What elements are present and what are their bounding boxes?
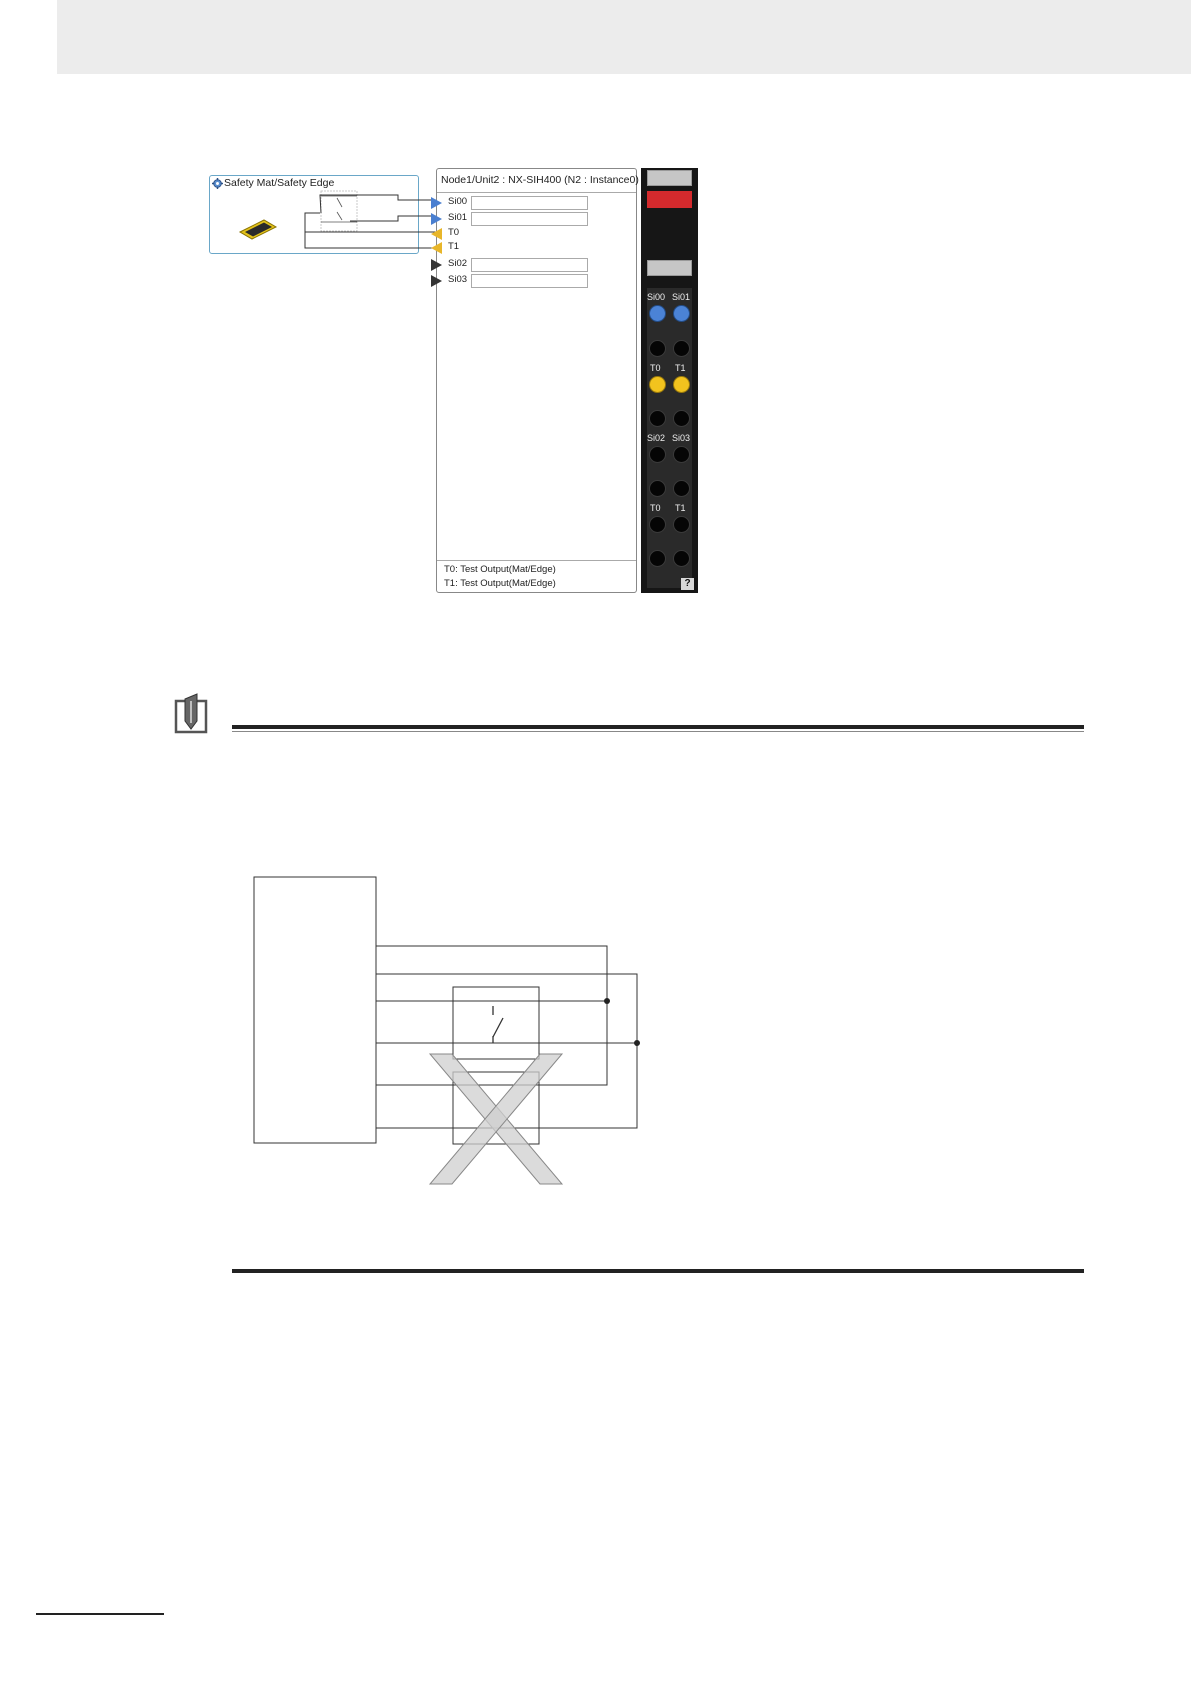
slot-label: T0 [650, 503, 661, 513]
terminal-label: T1 [448, 241, 460, 252]
slot-label: Si03 [672, 433, 691, 443]
slot-label: Si01 [672, 292, 691, 302]
terminal-label: Si01 [448, 212, 468, 223]
terminal-label: Si00 [448, 196, 468, 207]
note-bottom-rule [232, 1269, 1084, 1273]
slot-label: T1 [675, 363, 686, 373]
device-title: Safety Mat/Safety Edge [224, 177, 335, 189]
slot-label: T0 [650, 363, 661, 373]
slot-label: Si02 [647, 433, 666, 443]
footer-note: T1: Test Output(Mat/Edge) [444, 578, 556, 589]
panel-title: Node1/Unit2 : NX-SIH400 (N2 : Instance0) [441, 174, 639, 186]
slot-label: Si00 [647, 292, 666, 302]
slot-label: T1 [675, 503, 686, 513]
page-footer-rule [36, 1613, 164, 1615]
help-button[interactable]: ? [681, 578, 694, 590]
terminal-label: Si02 [448, 258, 468, 269]
terminal-label: Si03 [448, 274, 468, 285]
footer-note: T0: Test Output(Mat/Edge) [444, 564, 556, 575]
terminal-label: T0 [448, 227, 460, 238]
